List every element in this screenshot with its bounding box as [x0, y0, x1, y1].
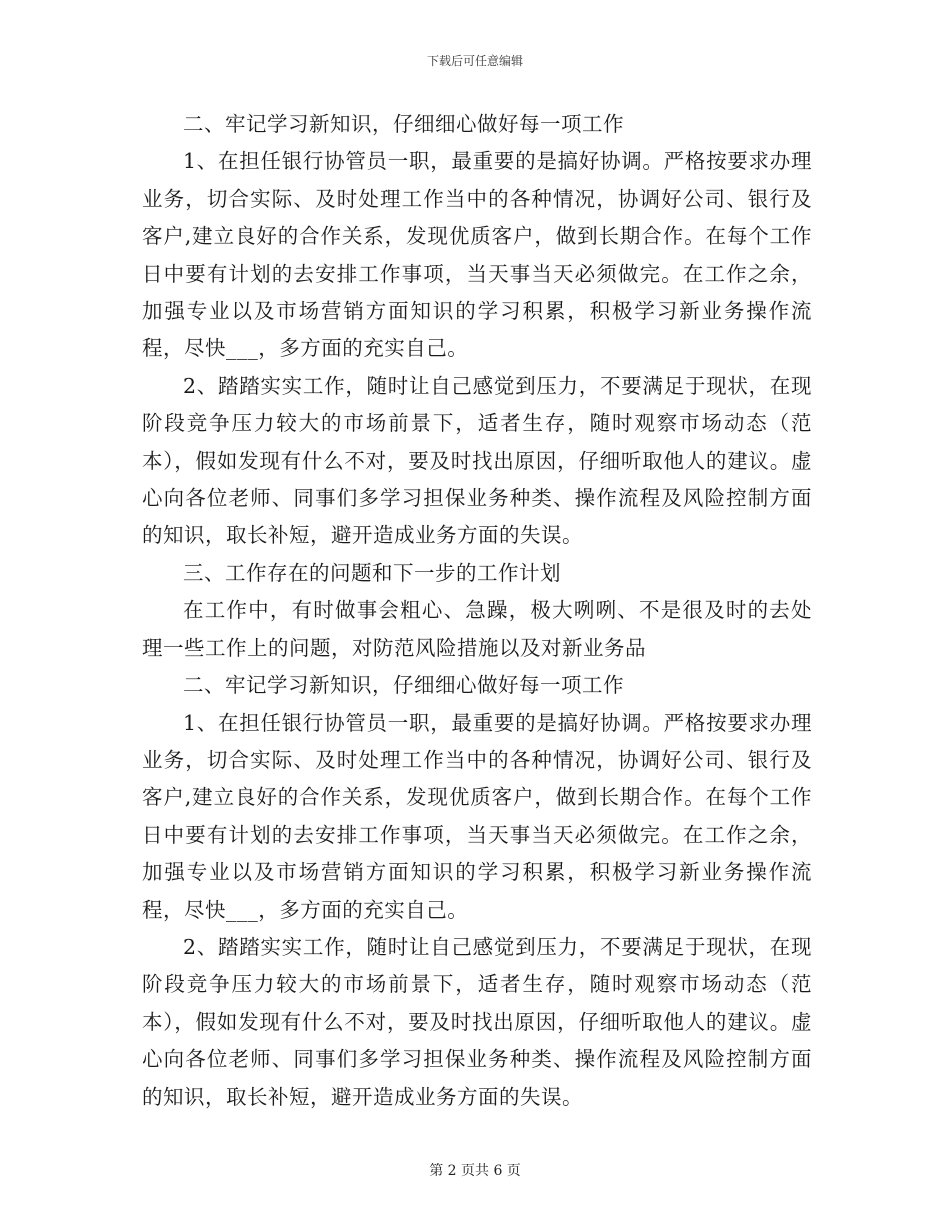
body-paragraph: 1、在担任银行协管员一职，最重要的是搞好协调。严格按要求办理业务，切合实际、及时处理工作当中的各种情况，协调好公司、银行及客户,建立良好的合作关系，发现优质客户，做到长期合作。在每个工作日中要有计划的去安排工作事项，当天事当天必须做完。在工作之余，加强专业以及市场营销方面知识的学习积累，积极学习新业务操作流程，尽快___，多方面的充实自己。	[142, 710, 812, 922]
section-heading-2-repeat: 二、牢记学习新知识，仔细细心做好每一项工作	[183, 673, 624, 698]
section-heading-2: 二、牢记学习新知识，仔细细心做好每一项工作	[183, 112, 624, 136]
document-body	[142, 106, 812, 1116]
section-heading-3: 三、工作存在的问题和下一步的工作计划	[183, 560, 561, 585]
page-number: 第 2 页共 6 页	[429, 1163, 521, 1179]
body-paragraph: 1、在担任银行协管员一职，最重要的是搞好协调。严格按要求办理业务，切合实际、及时处理工作当中的各种情况，协调好公司、银行及客户,建立良好的合作关系，发现优质客户，做到长期合作。在每个工作日中要有计划的去安排工作事项，当天事当天必须做完。在工作之余，加强专业以及市场营销方面知识的学习积累，积极学习新业务操作流程，尽快___，多方面的充实自己。	[142, 149, 812, 361]
body-paragraph: 2、踏踏实实工作，随时让自己感觉到压力，不要满足于现状，在现阶段竞争压力较大的市场前景下，适者生存，随时观察市场动态（范本），假如发现有什么不对，要及时找出原因，仔细听取他人的建议。虚心向各位老师、同事们多学习担保业务种类、操作流程及风险控制方面的知识，取长补短，避开造成业务方面的失误。	[142, 934, 812, 1109]
body-paragraph: 在工作中，有时做事会粗心、急躁，极大咧咧、不是很及时的去处理一些工作上的问题，对防范风险措施以及对新业务品	[142, 598, 812, 660]
page-header: 下载后可任意编辑	[426, 54, 523, 68]
body-paragraph: 2、踏踏实实工作，随时让自己感觉到压力，不要满足于现状，在现阶段竞争压力较大的市场前景下，适者生存，随时观察市场动态（范本），假如发现有什么不对，要及时找出原因，仔细听取他人的建议。虚心向各位老师、同事们多学习担保业务种类、操作流程及风险控制方面的知识，取长补短，避开造成业务方面的失误。	[142, 373, 812, 548]
